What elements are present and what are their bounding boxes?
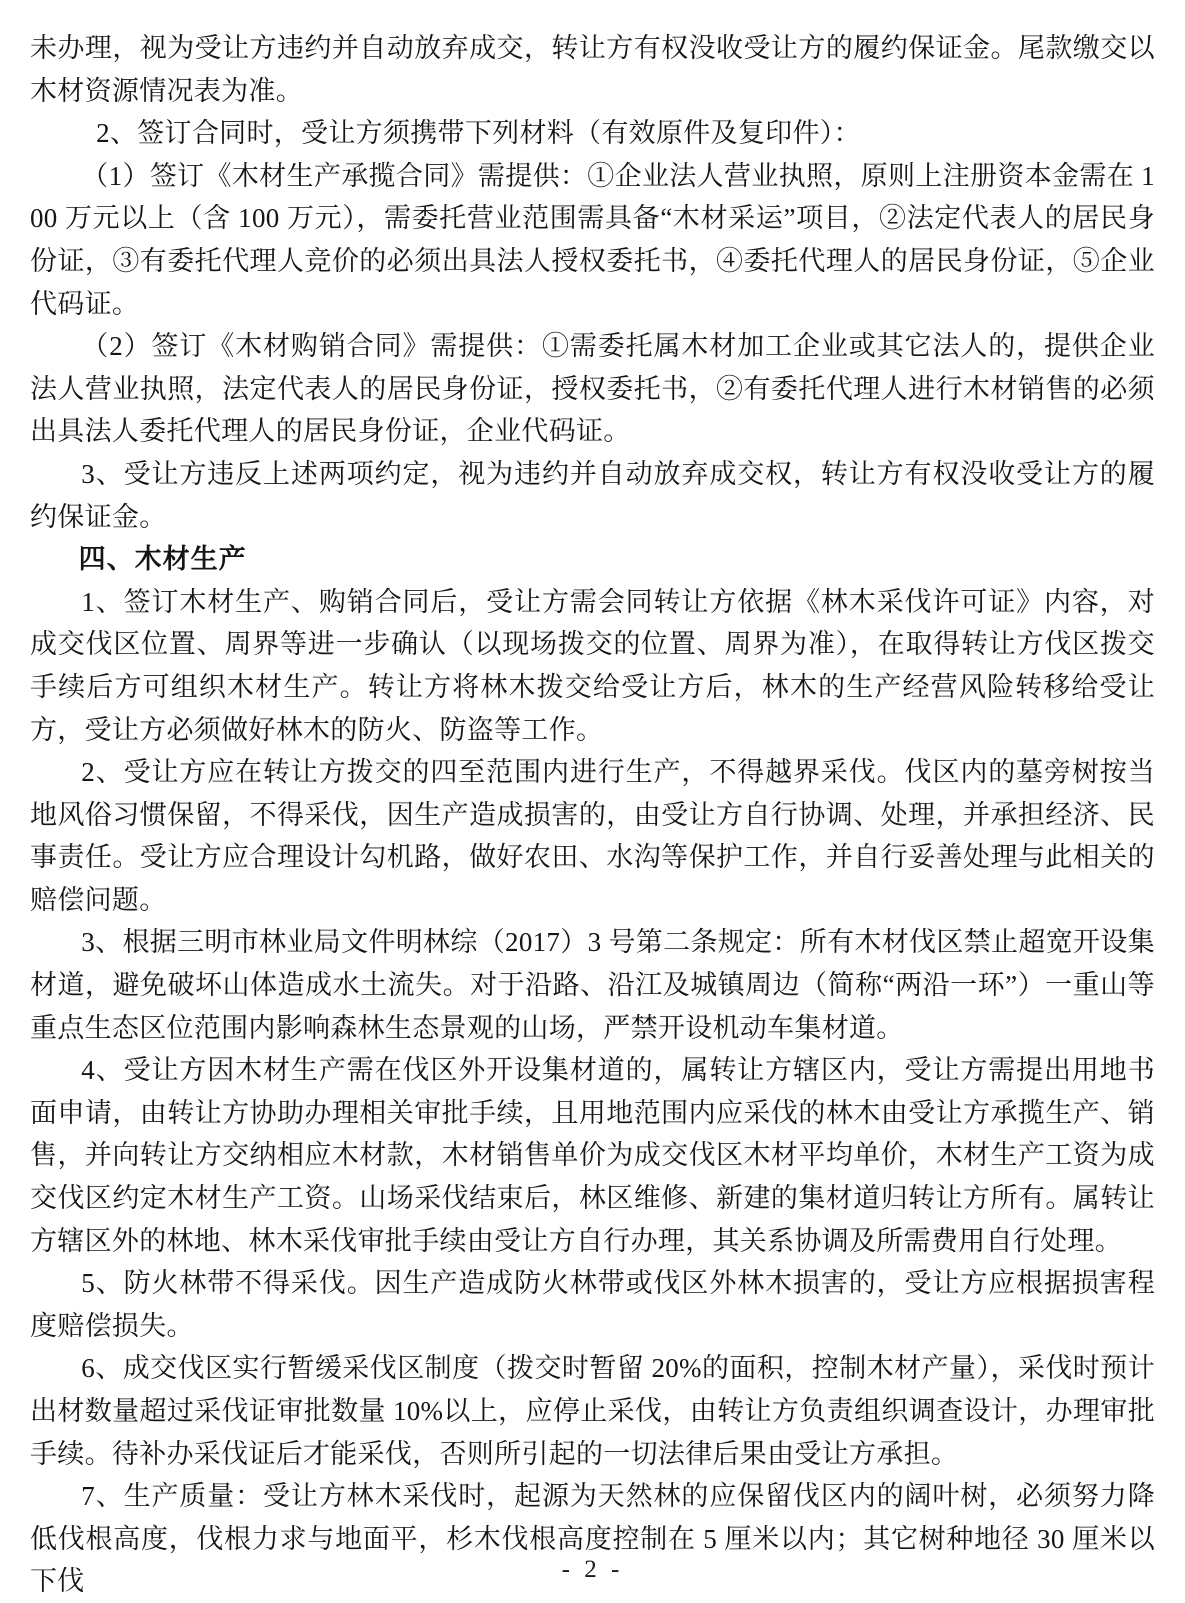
clause-production-5: 5、防火林带不得采伐。因生产造成防火林带或伐区外林木损害的，受让方应根据损害程度赔偿损失。	[30, 1268, 1155, 1341]
subclause-production-contract: （1）签订《木材生产承揽合同》需提供：①企业法人营业执照，原则上注册资本金需在 100 万元以上（含 100 万元），需委托营业范围需具备“木材采运”项目，②法定代表人的居民身份证，③有委托代理人竞价的必须出具法人授权委托书，④委托代理人的居民身份证，⑤企业代码证。	[30, 160, 1155, 319]
clause-sign-materials: 2、签订合同时，受让方须携带下列材料（有效原件及复印件）：	[96, 118, 861, 149]
clause-production-7: 7、生产质量：受让方林木采伐时，起源为天然林的应保留伐区内的阔叶树，必须努力降低伐根高度，伐根力求与地面平，杉木伐根高度控制在 5 厘米以内；其它树种地径 30 厘米以下伐	[30, 1481, 1155, 1597]
continued-paragraph: 未办理，视为受让方违约并自动放弃成交，转让方有权没收受让方的履约保证金。尾款缴交以木材资源情况表为准。	[30, 33, 1155, 106]
clause-production-6: 6、成交伐区实行暂缓采伐区制度（拨交时暂留 20%的面积，控制木材产量），采伐时预计出材数量超过采伐证审批数量 10%以上，应停止采伐，由转让方负责组织调查设计，办理审批手续。待补办采伐证后才能采伐，否则所引起的一切法律后果由受让方承担。	[30, 1353, 1155, 1469]
clause-production-4: 4、受让方因木材生产需在伐区外开设集材道的，属转让方辖区内，受让方需提出用地书面申请，由转让方协助办理相关审批手续，且用地范围内应采伐的林木由受让方承揽生产、销售，并向转让方交纳相应木材款，木材销售单价为成交伐区木材平均单价，木材生产工资为成交伐区约定木材生产工资。山场采伐结束后，林区维修、新建的集材道归转让方所有。属转让方辖区外的林地、林木采伐审批手续由受让方自行办理，其关系协调及所需费用自行处理。	[30, 1055, 1155, 1256]
clause-production-2: 2、受让方应在转让方拨交的四至范围内进行生产，不得越界采伐。伐区内的墓旁树按当地风俗习惯保留，不得采伐，因生产造成损害的，由受让方自行协调、处理，并承担经济、民事责任。受让方应合理设计勾机路，做好农田、水沟等保护工作，并自行妥善处理与此相关的赔偿问题。	[30, 757, 1155, 915]
subclause-purchase-contract: （2）签订《木材购销合同》需提供：①需委托属木材加工企业或其它法人的，提供企业法人营业执照，法定代表人的居民身份证，授权委托书，②有委托代理人进行木材销售的必须出具法人委托代理人的居民身份证，企业代码证。	[30, 331, 1155, 447]
clause-production-1: 1、签订木材生产、购销合同后，受让方需会同转让方依据《林木采伐许可证》内容，对成交伐区位置、周界等进一步确认（以现场拨交的位置、周界为准），在取得转让方伐区拨交手续后方可组织木材生产。转让方将林木拨交给受让方后，林木的生产经营风险转移给受让方，受让方必须做好林木的防火、防盗等工作。	[30, 586, 1155, 745]
clause-breach: 3、受让方违反上述两项约定，视为违约并自动放弃成交权，转让方有权没收受让方的履约保证金。	[30, 458, 1155, 532]
clause-production-3: 3、根据三明市林业局文件明林综（2017）3 号第二条规定：所有木材伐区禁止超宽开设集材道，避免破坏山体造成水土流失。对于沿路、沿江及城镇周边（简称“两沿一环”）一重山等重点生态区位范围内影响森林生态景观的山场，严禁开设机动车集材道。	[30, 927, 1155, 1043]
section-title-timber-production: 四、木材生产	[78, 544, 247, 575]
page-number: - 2 -	[561, 1556, 624, 1583]
